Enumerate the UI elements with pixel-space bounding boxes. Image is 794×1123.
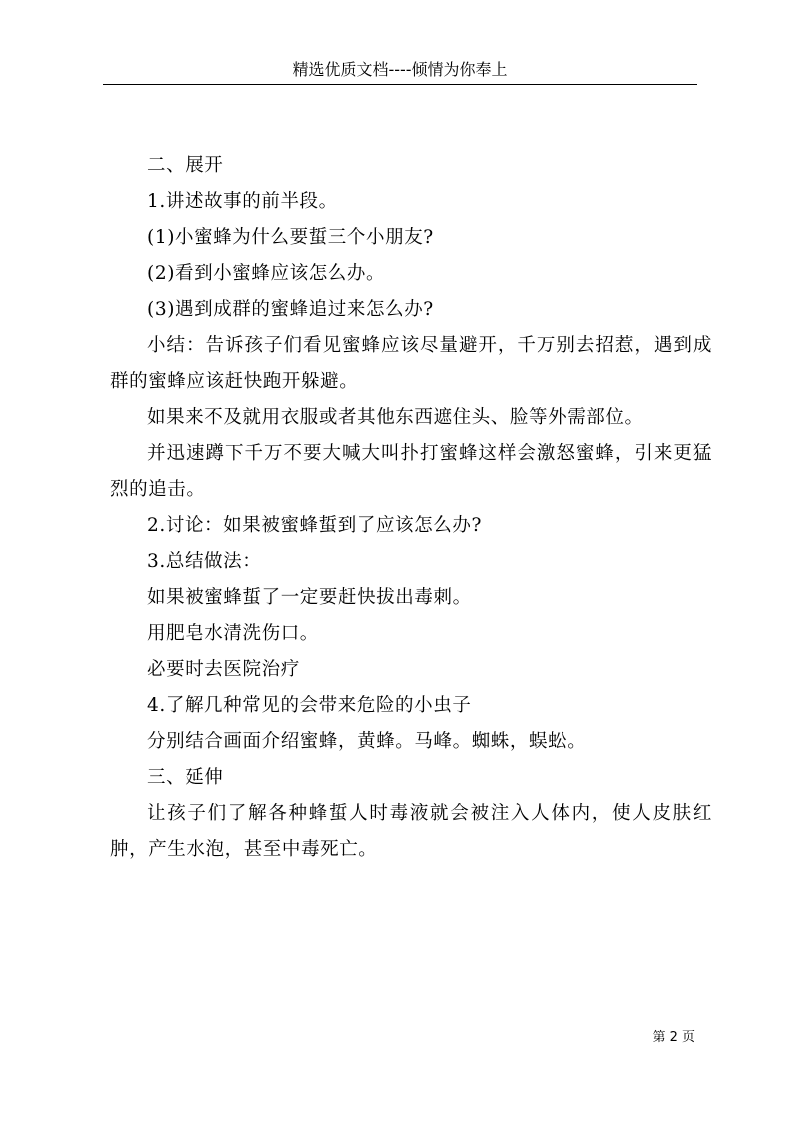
summary-paragraph: 小结：告诉孩子们看见蜜蜂应该尽量避开，千万别去招惹，遇到成群的蜜蜂应该赶快跑开躲避。 xyxy=(110,335,712,392)
section-heading-expand: 二、展开 xyxy=(147,155,224,176)
body-paragraph: 如果被蜜蜂蜇了一定要赶快拔出毒刺。 xyxy=(147,587,472,608)
header-title: 精选优质文档----倾情为你奉上 xyxy=(292,60,508,79)
body-paragraph: 如果来不及就用衣服或者其他东西遮住头、脸等外需部位。 xyxy=(147,407,644,428)
body-paragraph: 必要时去医院治疗 xyxy=(147,659,300,680)
body-paragraph: 2.讨论：如果被蜜蜂蜇到了应该怎么办? xyxy=(147,515,482,536)
document-body xyxy=(110,148,712,868)
body-paragraph: 并迅速蹲下千万不要大喊大叫扑打蜜蜂这样会激怒蜜蜂，引来更猛烈的追击。 xyxy=(110,443,712,500)
page-header xyxy=(103,56,697,85)
body-paragraph: 用肥皂水清洗伤口。 xyxy=(147,623,319,644)
body-paragraph: 4.了解几种常见的会带来危险的小虫子 xyxy=(147,695,472,716)
body-paragraph: 3.总结做法： xyxy=(147,551,262,572)
body-paragraph: 1.讲述故事的前半段。 xyxy=(147,191,338,212)
body-paragraph: (2)看到小蜜蜂应该怎么办。 xyxy=(147,263,386,284)
page-number xyxy=(652,1029,695,1047)
body-paragraph: (3)遇到成群的蜜蜂追过来怎么办? xyxy=(147,299,434,320)
body-paragraph: 分别结合画面介绍蜜蜂，黄蜂。马峰。蜘蛛，蜈蚣。 xyxy=(147,731,587,752)
section-heading-extend: 三、延伸 xyxy=(147,767,224,788)
body-paragraph: 让孩子们了解各种蜂蜇人时毒液就会被注入人体内，使人皮肤红肿，产生水泡，甚至中毒死亡。 xyxy=(110,803,712,860)
body-paragraph: (1)小蜜蜂为什么要蜇三个小朋友? xyxy=(147,227,434,248)
page-number-label: 第 2 页 xyxy=(652,1030,695,1045)
